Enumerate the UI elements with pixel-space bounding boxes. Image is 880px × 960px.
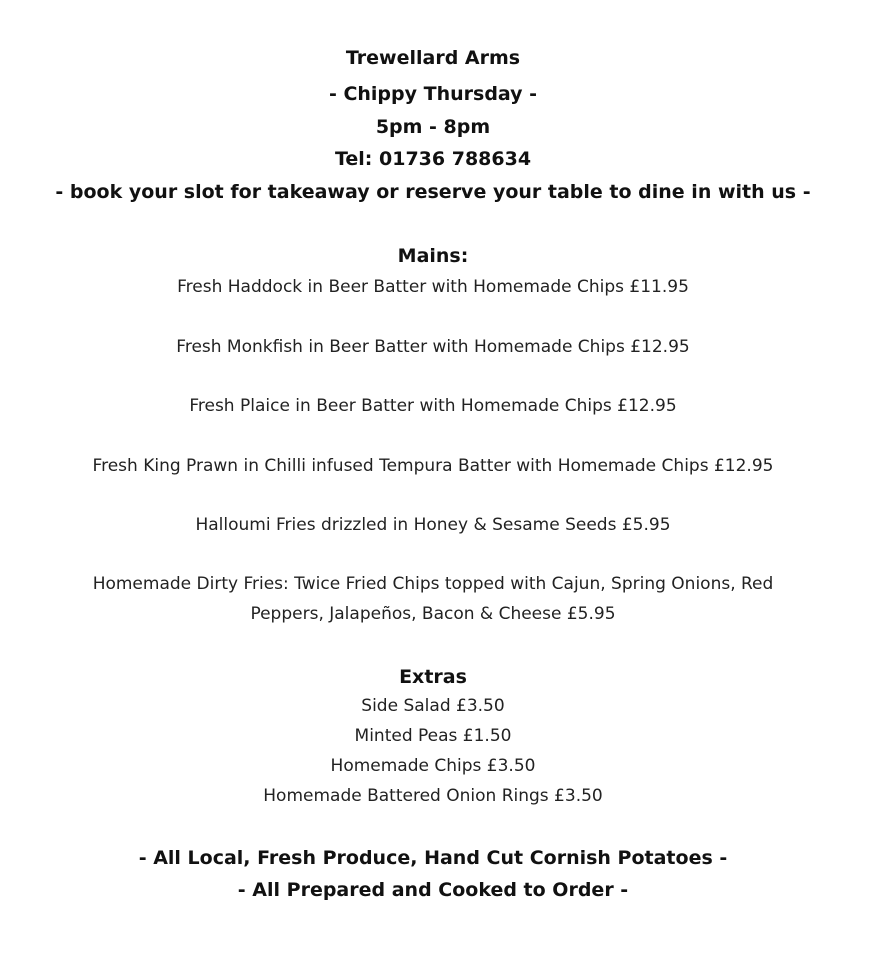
event-title: - Chippy Thursday - — [328, 83, 538, 105]
extras-item: Side Salad £3.50 — [361, 696, 505, 716]
opening-hours: 5pm - 8pm — [375, 116, 491, 138]
extras-item: Minted Peas £1.50 — [354, 726, 512, 746]
booking-note: - book your slot for takeaway or reserve your table to dine in with us - — [55, 181, 811, 203]
venue-name: Trewellard Arms — [345, 47, 521, 69]
extras-item: Homemade Chips £3.50 — [330, 756, 536, 776]
menu-item-dirty-fries-line2: Peppers, Jalapeños, Bacon & Cheese £5.95 — [250, 604, 616, 624]
extras-item: Homemade Battered Onion Rings £3.50 — [263, 786, 603, 806]
menu-item: Fresh Monkfish in Beer Batter with Homemade Chips £12.95 — [176, 337, 690, 357]
menu-item-dirty-fries-line1: Homemade Dirty Fries: Twice Fried Chips topped with Cajun, Spring Onions, Red — [92, 574, 774, 594]
menu-item: Fresh Plaice in Beer Batter with Homemade Chips £12.95 — [189, 396, 677, 416]
footer-local-produce: - All Local, Fresh Produce, Hand Cut Cornish Potatoes - — [138, 847, 728, 869]
menu-item: Halloumi Fries drizzled in Honey & Sesame Seeds £5.95 — [195, 515, 671, 535]
phone-number: Tel: 01736 788634 — [334, 148, 532, 170]
footer-cooked-to-order: - All Prepared and Cooked to Order - — [237, 879, 629, 901]
menu-item: Fresh King Prawn in Chilli infused Tempura Batter with Homemade Chips £12.95 — [92, 456, 774, 476]
menu-item: Fresh Haddock in Beer Batter with Homemade Chips £11.95 — [177, 277, 689, 297]
mains-heading: Mains: — [397, 245, 469, 267]
extras-heading: Extras — [399, 666, 467, 688]
